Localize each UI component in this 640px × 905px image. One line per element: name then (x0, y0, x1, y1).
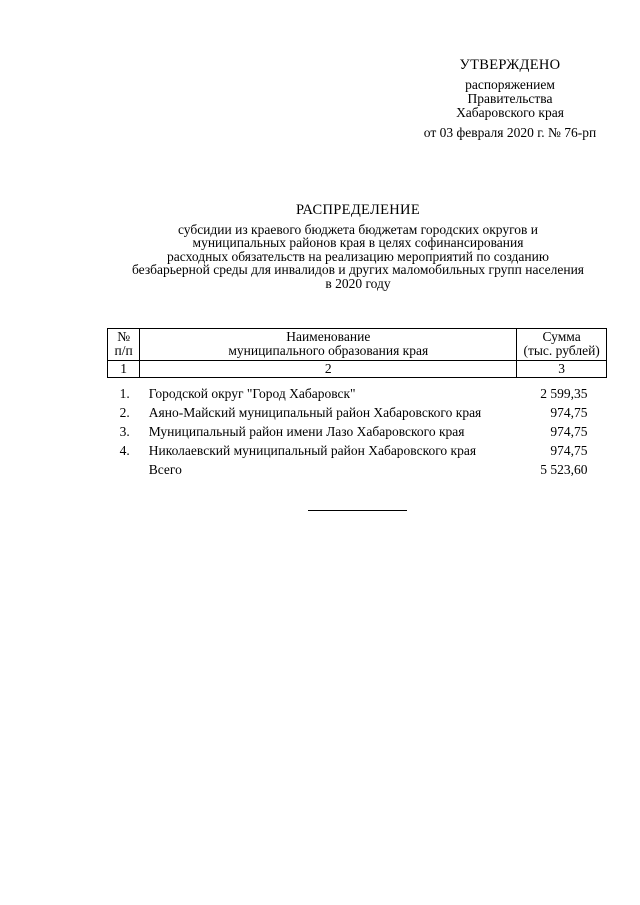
row-municipality: Николаевский муниципальный район Хабаровского края (148, 443, 477, 458)
column-number-2: 2 (140, 361, 517, 378)
header-number-line: п/п (114, 343, 133, 358)
row-number: 2. (119, 405, 130, 420)
table-row (108, 422, 607, 441)
total-number-cell (108, 460, 140, 479)
approval-line-region: Хабаровского края (456, 105, 564, 120)
table-row (108, 441, 607, 460)
header-sum (517, 329, 607, 361)
column-number-3: 3 (517, 361, 607, 378)
row-sum: 974,75 (550, 443, 588, 458)
subtitle-line: муниципальных районов края в целях софинансирования (192, 235, 524, 250)
document-title-block (100, 204, 616, 290)
row-sum: 2 599,35 (540, 386, 588, 401)
approval-line-government: Правительства (467, 91, 553, 106)
total-row (108, 460, 607, 479)
row-municipality: Аяно-Майский муниципальный район Хабаровского края (148, 405, 482, 420)
subtitle-line: безбарьерной среды для инвалидов и других маломобильных групп населения (131, 262, 584, 277)
total-label: Всего (148, 462, 182, 477)
header-number-line: № (117, 329, 131, 344)
row-number: 3. (119, 424, 130, 439)
end-divider (308, 510, 407, 511)
document-title: РАСПРЕДЕЛЕНИЕ (296, 202, 420, 218)
total-sum: 5 523,60 (540, 462, 588, 477)
approved-heading: УТВЕРЖДЕНО (459, 57, 561, 73)
approval-line-decree: распоряжением (465, 77, 555, 92)
approval-block (390, 58, 630, 140)
distribution-table (107, 328, 607, 479)
row-sum: 974,75 (550, 424, 588, 439)
subtitle-line: в 2020 году (325, 275, 391, 291)
table-row (108, 403, 607, 422)
header-municipality-line: Наименование (286, 329, 371, 344)
approval-date-line: от 03 февраля 2020 г. № 76-рп (423, 125, 597, 140)
column-number-row (108, 361, 607, 378)
header-sum-line: Сумма (542, 329, 581, 344)
row-number: 4. (119, 443, 130, 458)
header-municipality-line: муниципального образования края (228, 343, 429, 358)
subtitle-line: субсидии из краевого бюджета бюджетам городских округов и (177, 221, 539, 237)
header-number (108, 329, 140, 361)
table-row (108, 378, 607, 404)
subtitle-line: расходных обязательств на реализацию мероприятий по созданию (167, 248, 549, 264)
header-municipality (140, 329, 517, 361)
row-municipality: Городской округ "Город Хабаровск" (148, 386, 356, 401)
header-sum-line: (тыс. рублей) (523, 343, 600, 358)
column-number-1: 1 (108, 361, 140, 378)
row-sum: 974,75 (550, 405, 588, 420)
row-municipality: Муниципальный район имени Лазо Хабаровского края (148, 424, 465, 439)
row-number: 1. (119, 386, 130, 401)
table-header-row (108, 329, 607, 361)
